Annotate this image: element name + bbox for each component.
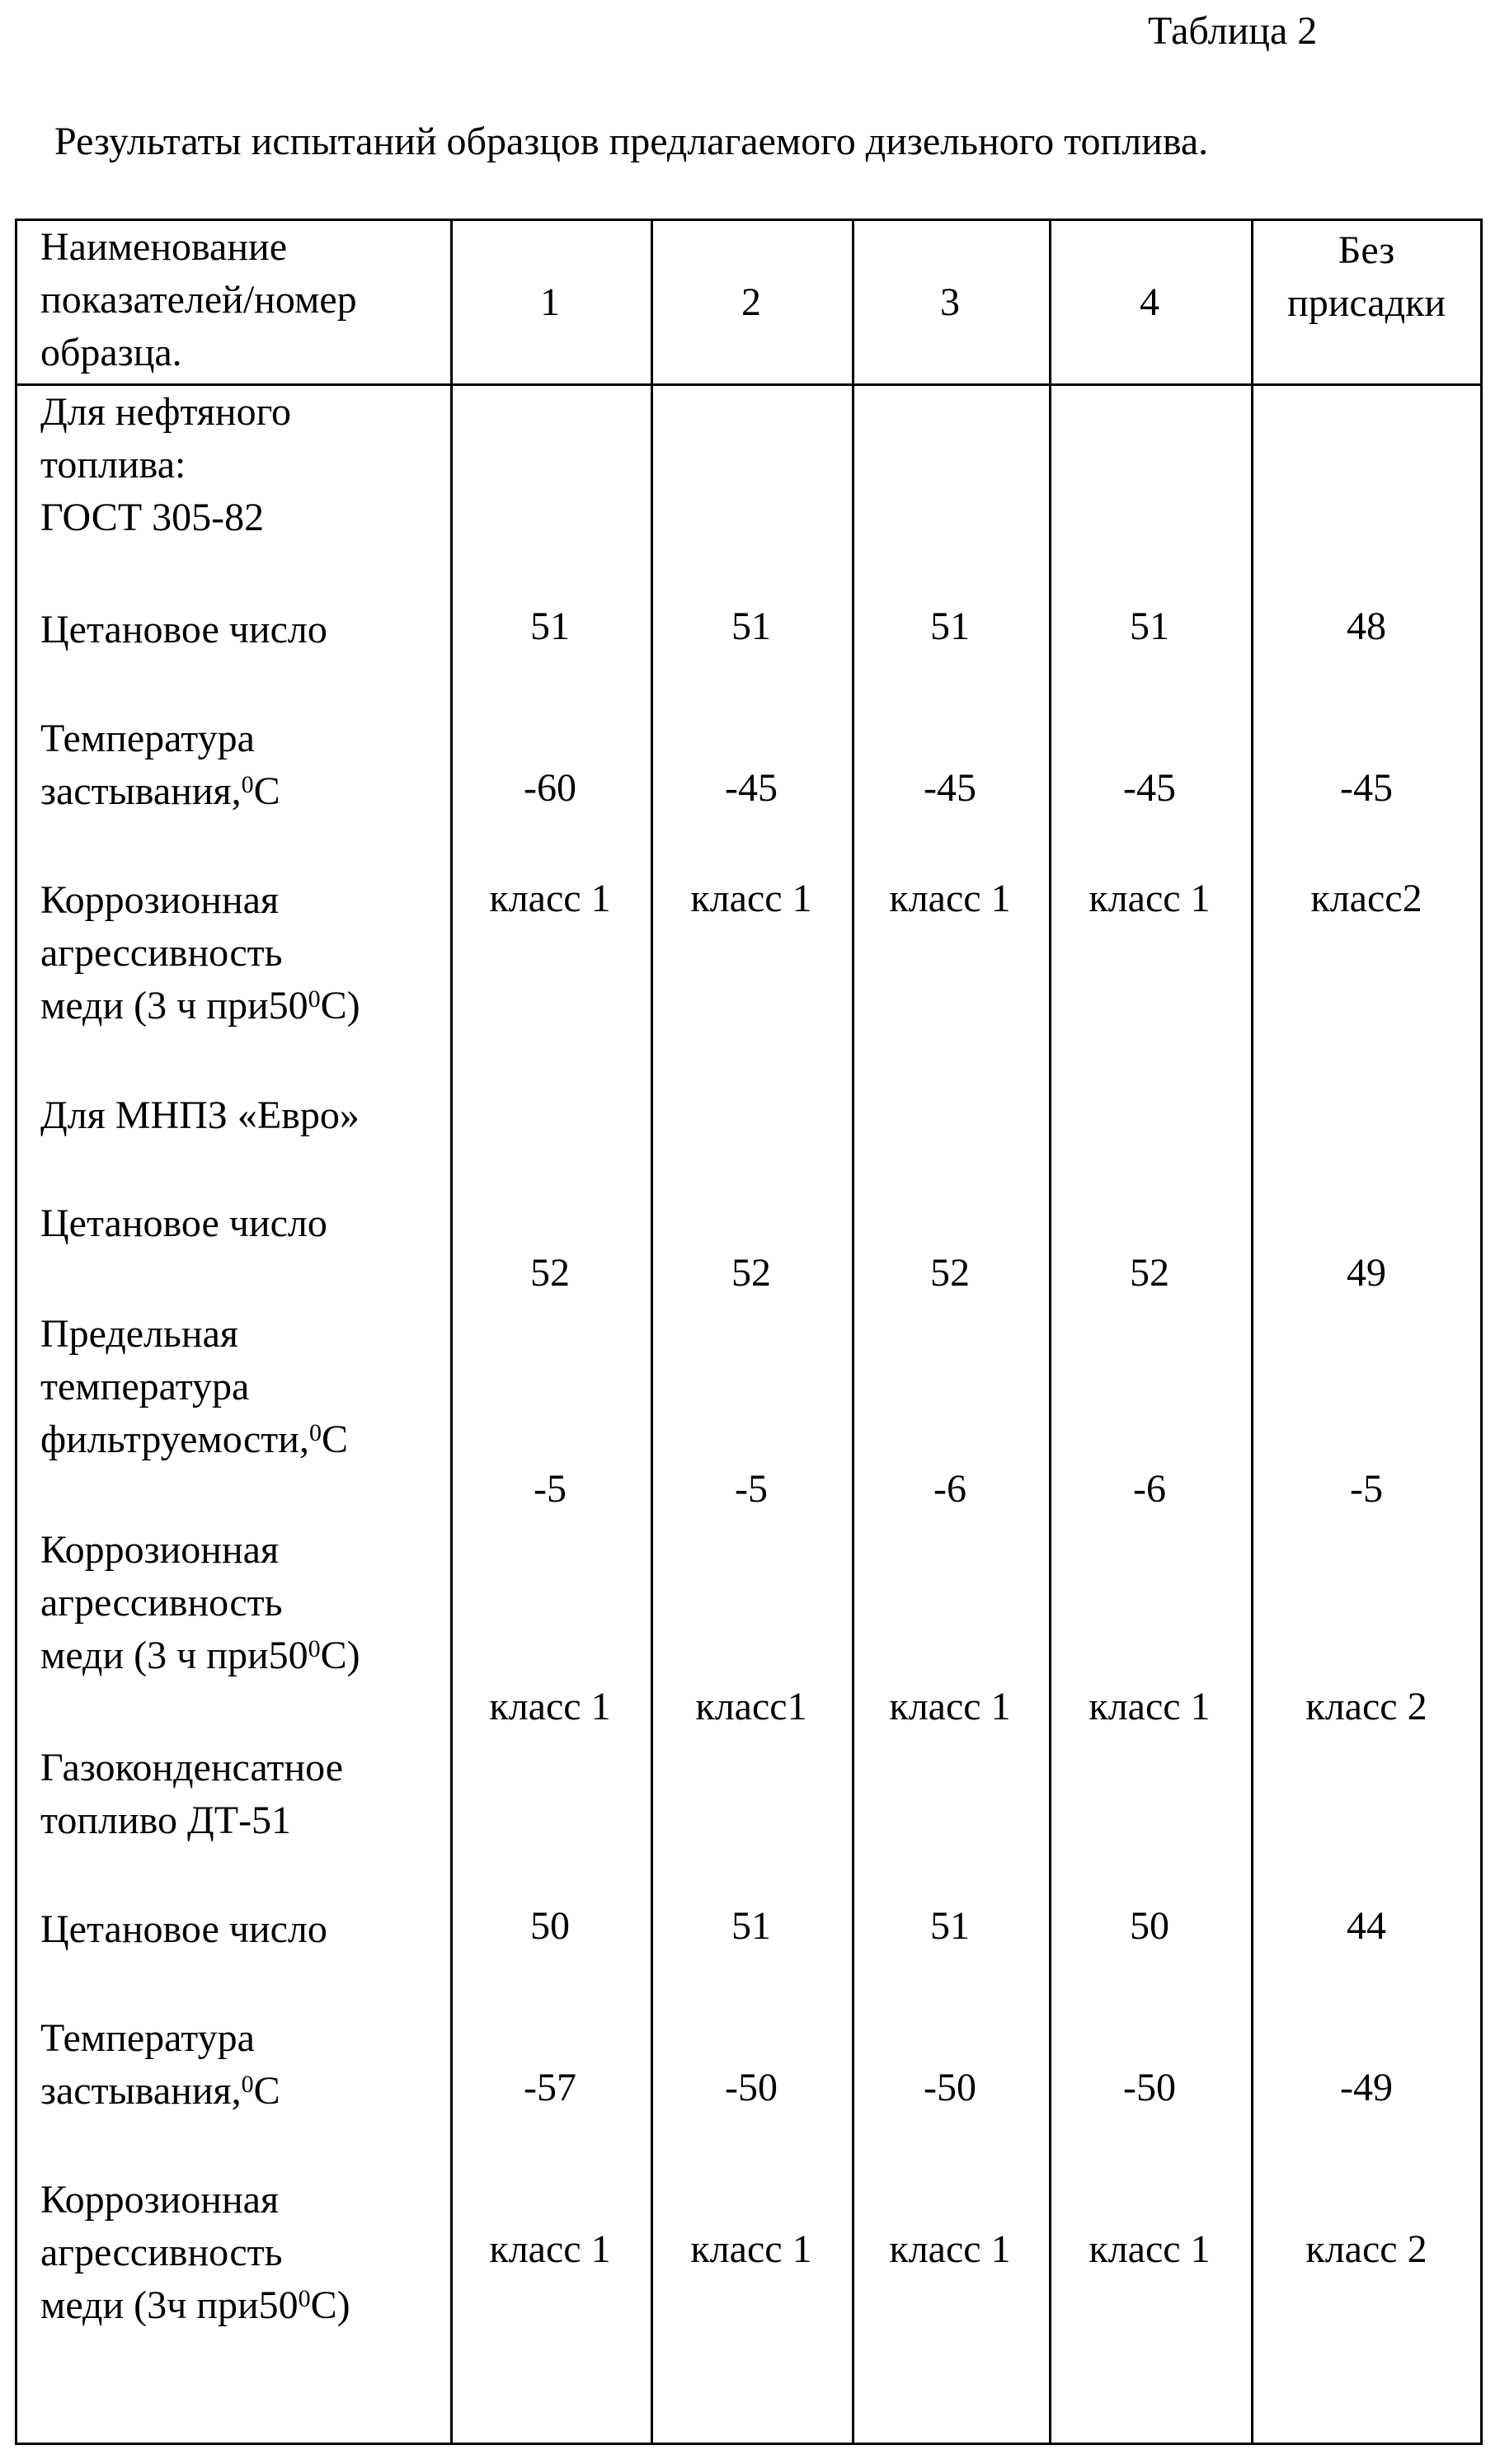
section3-cetane-value: 44 — [1347, 1900, 1386, 1953]
section3-cetane-value: 51 — [930, 1900, 970, 1953]
table-number: Таблица 2 — [1148, 7, 1317, 56]
section1-corrosion-value: класс 1 — [1089, 872, 1210, 925]
section1-cetane-label: Цетановое число — [40, 604, 327, 656]
section2-cetane-value: 52 — [1130, 1247, 1169, 1300]
section2-cetane-value: 52 — [930, 1247, 970, 1300]
degree-sup: 0 — [242, 2071, 254, 2098]
section1-pour-value: -45 — [1123, 762, 1176, 815]
section3-pour-value: -50 — [725, 2062, 778, 2114]
section3-pour-label-line-1: Температура — [40, 2012, 255, 2065]
section3-pour-value: -50 — [1123, 2062, 1176, 2114]
section2-cetane-value: 52 — [530, 1247, 570, 1300]
section2-corrosion-value: класс 1 — [889, 1681, 1010, 1733]
section1-corrosion-value: класс2 — [1310, 872, 1422, 925]
header-name-line-2: показателей/номер — [40, 274, 357, 327]
degree-sup: 0 — [308, 985, 321, 1013]
section3-corrosion-label-line-2: агрессивность — [40, 2227, 283, 2279]
degree-sup: 0 — [242, 771, 254, 798]
col-divider-3 — [852, 221, 854, 2443]
section2-cfpp-label-line-3: фильтруемости,0С — [40, 1413, 348, 1466]
section3-pour-value: -49 — [1340, 2062, 1393, 2114]
degree-sup: 0 — [299, 2285, 311, 2312]
section2-cfpp-value: -5 — [1350, 1463, 1383, 1516]
section3-pour-value: -57 — [524, 2062, 576, 2114]
section3-cetane-value: 51 — [731, 1900, 771, 1953]
section2-corrosion-label-line-1: Коррозионная — [40, 1524, 279, 1577]
section1-cetane-value: 51 — [530, 600, 570, 653]
section3-cetane-value: 50 — [530, 1900, 570, 1953]
section3-corrosion-value: класс 2 — [1305, 2223, 1427, 2276]
section3-cetane-label: Цетановое число — [40, 1903, 327, 1956]
section2-cfpp-value: -5 — [534, 1463, 567, 1516]
degree-sup: 0 — [308, 1635, 321, 1662]
col-divider-1 — [450, 221, 453, 2443]
section1-corrosion-value: класс 1 — [690, 872, 811, 925]
section1-corrosion-value: класс 1 — [889, 872, 1010, 925]
header-sample-3: 3 — [940, 276, 960, 329]
header-sample-4: 4 — [1140, 276, 1159, 329]
section2-cfpp-label-line-1: Предельная — [40, 1308, 238, 1361]
section3-title-line-1: Газоконденсатное — [40, 1742, 343, 1794]
section3-corrosion-value: класс 1 — [489, 2223, 610, 2276]
section2-corrosion-label-line-3: меди (3 ч при500С) — [40, 1629, 360, 1682]
section2-cfpp-value: -6 — [933, 1463, 966, 1516]
section2-title: Для МНПЗ «Евро» — [40, 1089, 360, 1142]
section1-cetane-value: 51 — [731, 600, 771, 653]
col-divider-4 — [1049, 221, 1051, 2443]
section2-corrosion-label-line-2: агрессивность — [40, 1577, 283, 1629]
section1-pour-label-line-2: застывания,0С — [40, 765, 280, 818]
section3-corrosion-value: класс 1 — [889, 2223, 1010, 2276]
section2-cetane-value: 49 — [1347, 1247, 1386, 1300]
header-no-additive-line-1: Без — [1338, 224, 1394, 277]
section2-cfpp-value: -6 — [1133, 1463, 1166, 1516]
section1-pour-value: -60 — [524, 762, 576, 815]
header-name-line-1: Наименование — [40, 221, 287, 274]
section2-corrosion-value: класс 1 — [489, 1681, 610, 1733]
section1-cetane-value: 48 — [1347, 600, 1386, 653]
section3-corrosion-value: класс 1 — [690, 2223, 811, 2276]
section1-cetane-value: 51 — [1130, 600, 1169, 653]
section1-pour-value: -45 — [1340, 762, 1393, 815]
section3-cetane-value: 50 — [1130, 1900, 1169, 1953]
section1-pour-value: -45 — [924, 762, 976, 815]
section2-corrosion-value: класс 2 — [1305, 1681, 1427, 1733]
section2-cetane-value: 52 — [731, 1247, 771, 1300]
section2-cetane-label: Цетановое число — [40, 1197, 327, 1250]
section1-pour-value: -45 — [725, 762, 778, 815]
section1-pour-label-line-1: Температура — [40, 712, 255, 765]
section2-cfpp-label-line-2: температура — [40, 1361, 249, 1413]
section1-title-line-3: ГОСТ 305-82 — [40, 491, 264, 544]
table-caption: Результаты испытаний образцов предлагаемого дизельного топлива. — [54, 117, 1473, 167]
section1-corrosion-value: класс 1 — [489, 872, 610, 925]
section3-pour-label-line-2: застывания,0С — [40, 2065, 280, 2118]
degree-sup: 0 — [309, 1419, 322, 1446]
section1-corrosion-label-line-3: меди (3 ч при500С) — [40, 980, 360, 1032]
section1-title-line-2: топлива: — [40, 439, 186, 491]
section3-corrosion-value: класс 1 — [1089, 2223, 1210, 2276]
section3-pour-value: -50 — [924, 2062, 976, 2114]
section1-corrosion-label-line-2: агрессивность — [40, 927, 283, 980]
section3-corrosion-label-line-1: Коррозионная — [40, 2174, 279, 2227]
section3-title-line-2: топливо ДТ-51 — [40, 1794, 291, 1847]
header-sample-1: 1 — [540, 276, 560, 329]
section1-corrosion-label-line-1: Коррозионная — [40, 874, 279, 927]
header-name-line-3: образца. — [40, 327, 182, 379]
col-divider-2 — [651, 221, 653, 2443]
section2-corrosion-value: класс1 — [695, 1681, 806, 1733]
results-table — [15, 219, 1483, 2445]
col-divider-5 — [1251, 221, 1253, 2443]
header-sample-2: 2 — [741, 276, 761, 329]
section2-corrosion-value: класс 1 — [1089, 1681, 1210, 1733]
section1-cetane-value: 51 — [930, 600, 970, 653]
section2-cfpp-value: -5 — [735, 1463, 768, 1516]
header-no-additive-line-2: присадки — [1287, 277, 1446, 330]
section1-title-line-1: Для нефтяного — [40, 386, 291, 439]
section3-corrosion-label-line-3: меди (3ч при500С) — [40, 2279, 350, 2332]
